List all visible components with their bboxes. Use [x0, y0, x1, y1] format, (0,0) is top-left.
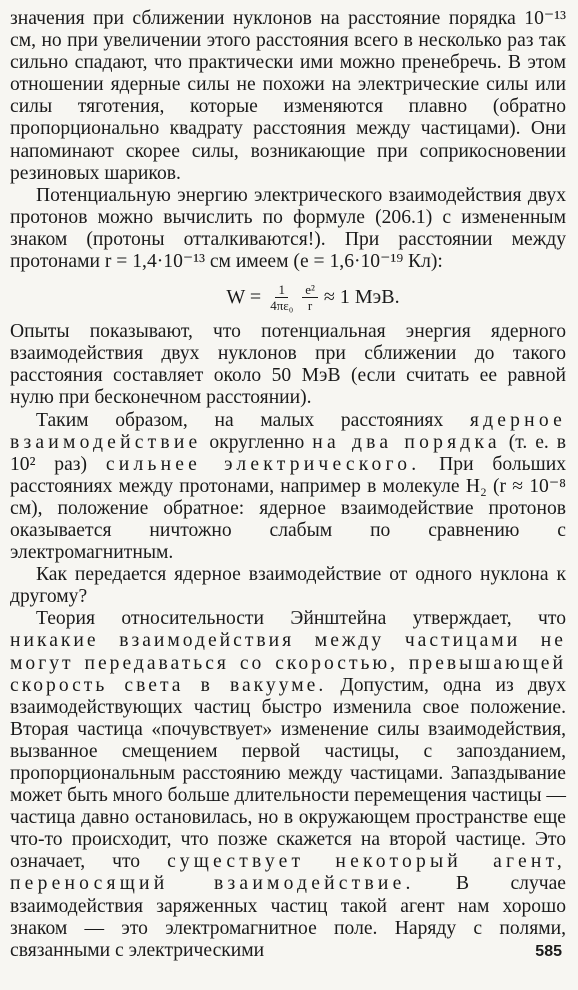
energy-formula — [60, 273, 566, 321]
paragraph-1: значения при сближении нуклонов на расстояние порядка 10⁻¹³ см, но при увеличении этого расстояния всего в несколько раз так сильно спадают, что практически ими можно пренебречь. В этом отношении ядерные силы не похожи на электрические силы или силы тяготения, которые изменяются плавно (обратно пропорционально квадрату расстояния между частицами). Они напоминают скорее силы, возникающие при соприкосновении резиновых шариков. — [10, 8, 566, 184]
p6-text-a: Теория относительности Эйнштейна утверждает, что — [36, 608, 566, 630]
paragraph-5: Как передается ядерное взаимодействие от одного нуклона к другому? — [10, 564, 566, 608]
paragraph-6 — [10, 608, 566, 962]
fraction-2-denominator: r — [307, 297, 313, 313]
formula-lhs: W = — [226, 285, 262, 308]
p4-emphasis-two-orders: на два порядка — [312, 431, 501, 453]
paragraph-2: Потенциальную энергию электрического взаимодействия двух протонов можно вычислить по формуле (206.1) с измененным знаком (протоны отталкиваются!). При расстоянии между протонами r = 1,4·10⁻¹³ см имеем (e = 1,6·10⁻¹⁹ Кл): — [10, 184, 566, 273]
p4-emphasis-stronger: сильнее электрического. — [105, 453, 421, 475]
p4-text-e: (т. е. в 10² раз) — [10, 431, 566, 475]
p4-text-a: Таким образом, на малых расстояниях — [36, 409, 470, 431]
formula-rhs: ≈ 1 МэВ. — [323, 285, 400, 308]
p6-emphasis-relativity: никакие взаимодействия между частицами не могут передаваться со скоростью, превышающей скорость света в вакууме. — [10, 630, 566, 696]
p6-text-c: Допустим, одна из двух взаимодействующих частиц быстро изменила свое положение. Вторая частица «почувствует» изменение силы взаимодействия, вызванное смещением первой частицы, с запозданием, пропорциональным расстоянию между частицами. Запаздывание может быть много больше длительности перемещения частицы — частица давно остановилась, но в окружающем пространстве еще что-то происходит, что позже скажется на второй частице. Это означает, что — [10, 674, 567, 873]
formula-fraction-2 — [302, 282, 318, 313]
p4-text-c: округленно — [201, 431, 313, 453]
paragraph-4 — [10, 410, 566, 565]
fraction-2-numerator: e² — [302, 282, 318, 298]
p6-text-e: В случае взаимодействия заряженных частиц такой агент нам хорошо знаком — это электромагнитное поле. Наряду с полями, связанными с электрическими — [10, 873, 566, 961]
p6-emphasis-agent: существует некоторый агент, переносящий взаимодействие. — [10, 851, 567, 895]
p4-text-g: При больших расстояниях между протонами, например в молекуле H₂ (r ≈ 10⁻⁸ см), положение обратное: ядерное взаимодействие протонов оказывается ничтожно слабым по сравнению с электромагнитным. — [10, 453, 566, 564]
paragraph-3: Опыты показывают, что потенциальная энергия ядерного взаимодействия двух нуклонов при сближении до такого расстояния составляет около 50 МэВ (если считать ее равной нулю при бесконечном расстоянии). — [10, 321, 566, 409]
formula-fraction-1 — [267, 282, 296, 313]
fraction-1-numerator: 1 — [275, 282, 288, 298]
page-number: 585 — [535, 943, 562, 960]
p4-emphasis-nuclear: ядерное взаимодействие — [10, 409, 566, 453]
fraction-1-denominator: 4πε₀ — [270, 297, 294, 313]
